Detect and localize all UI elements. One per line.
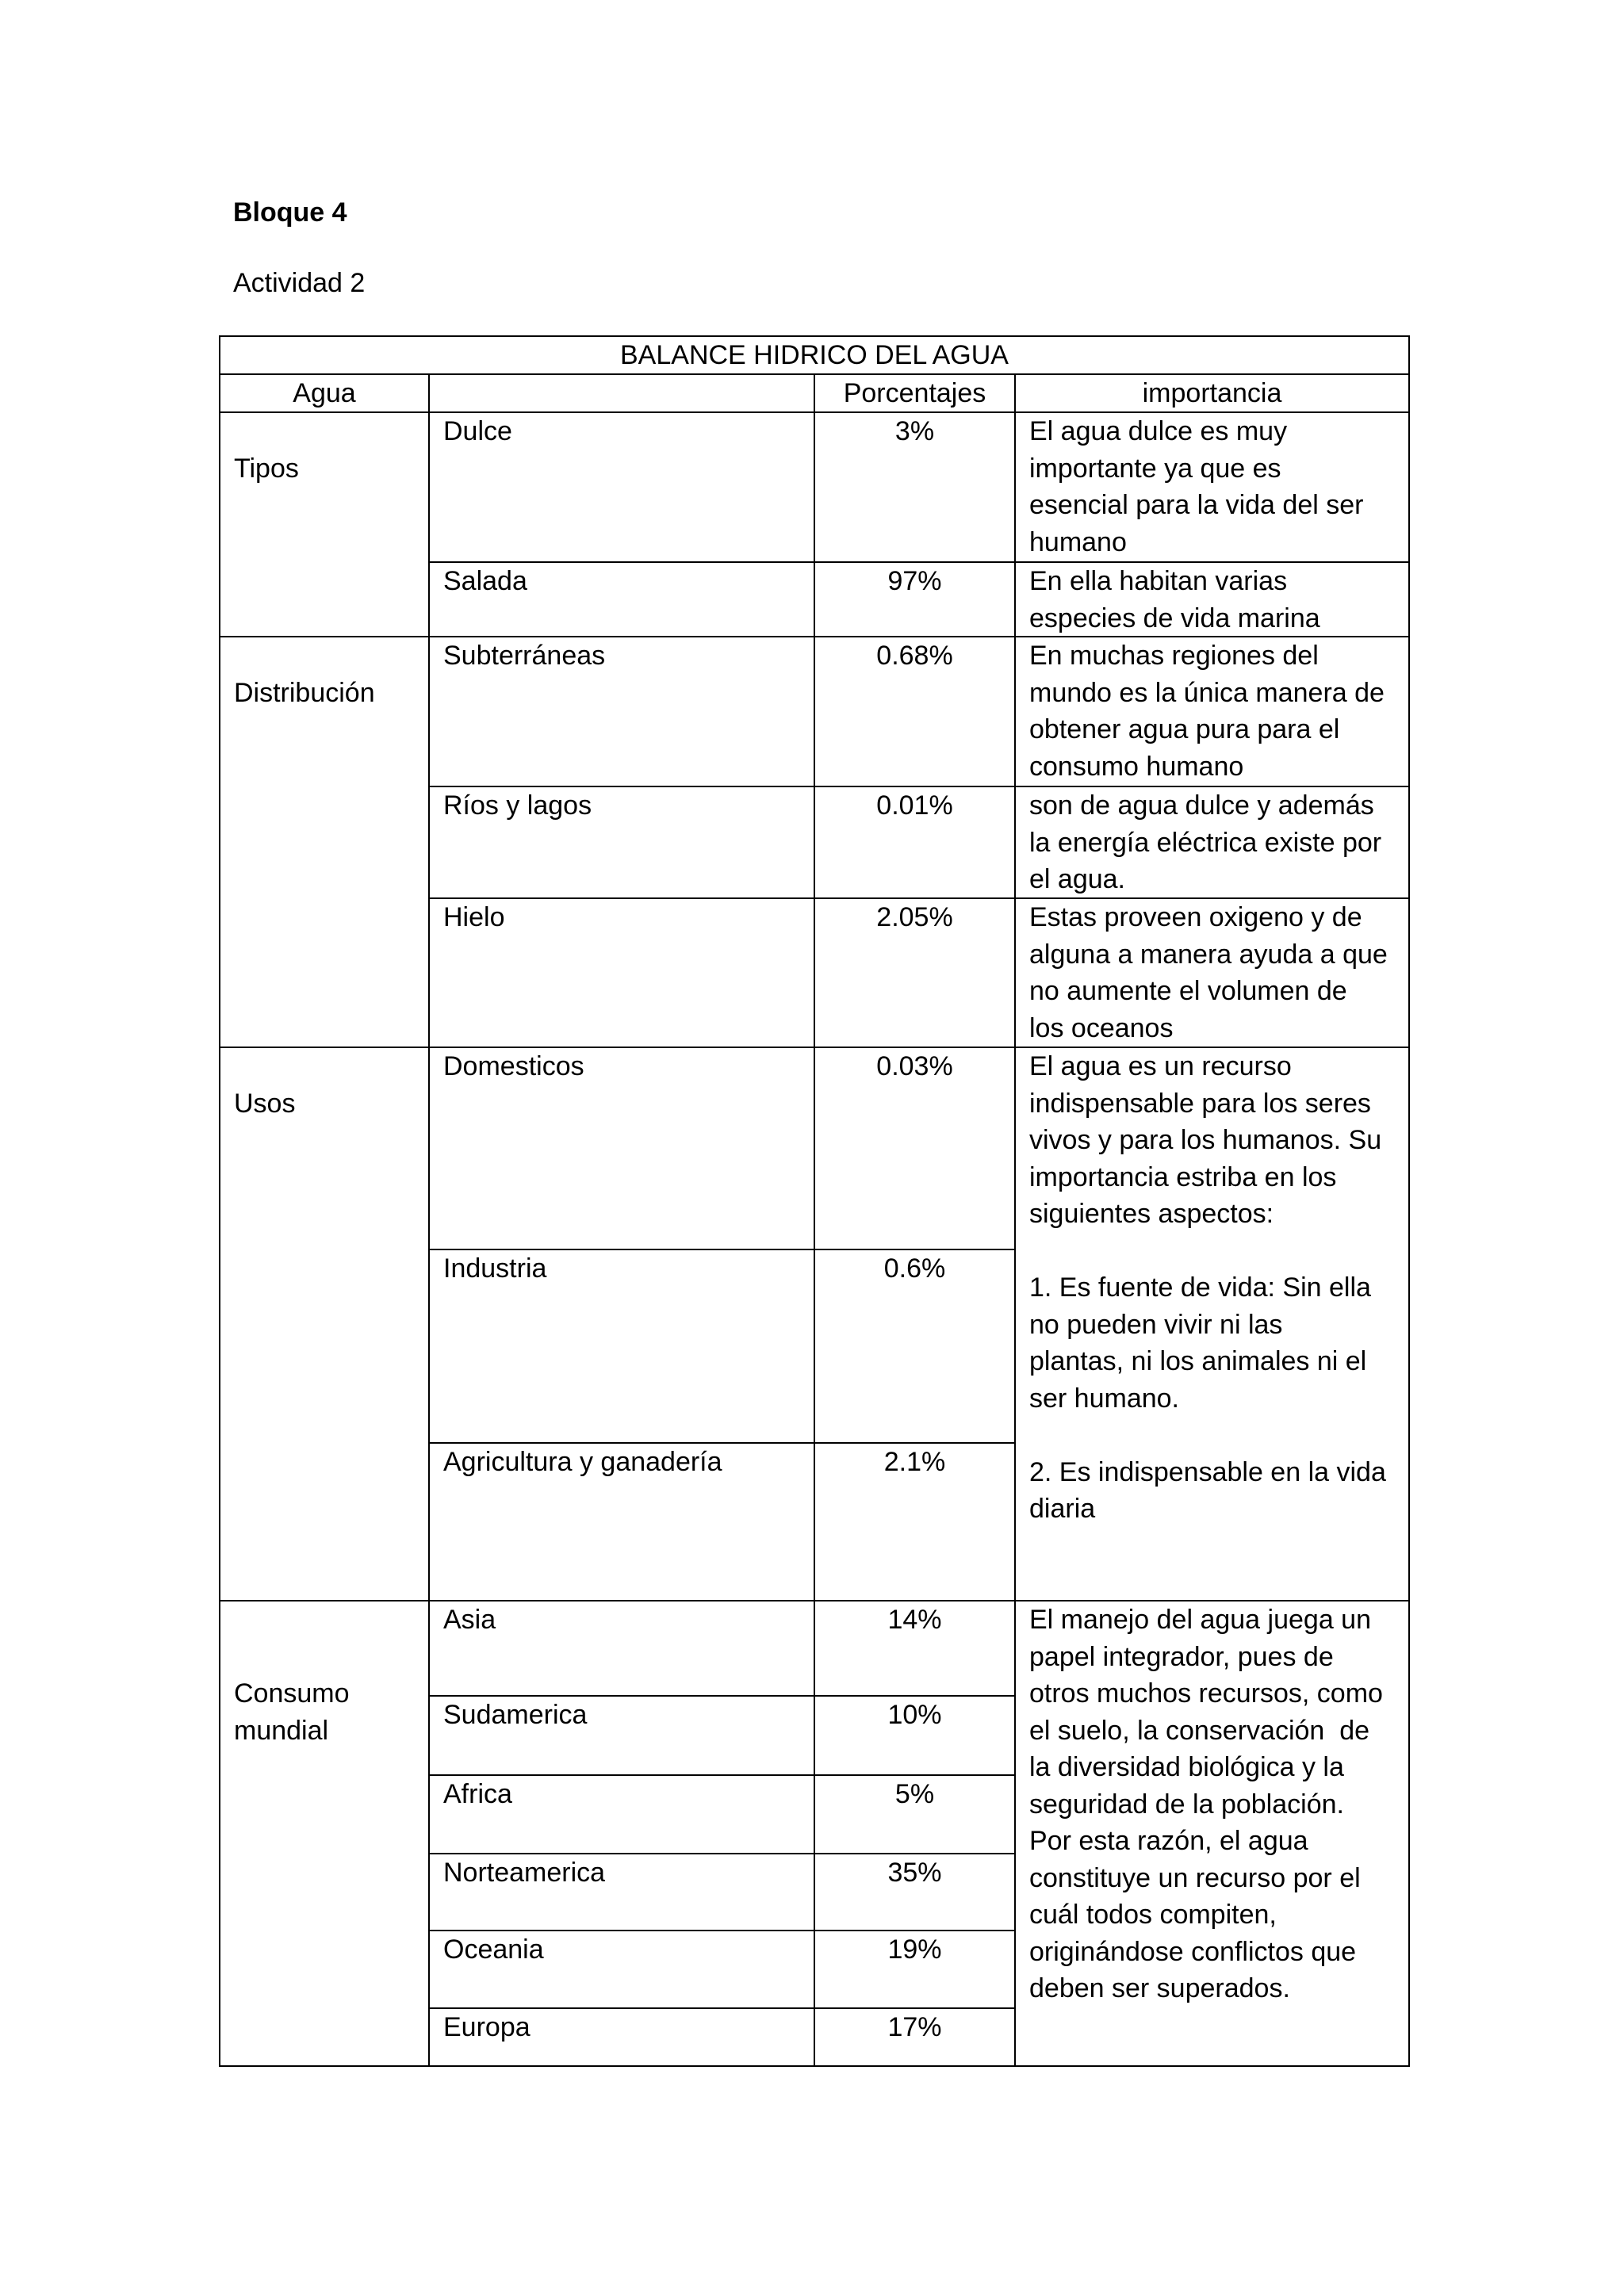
percentage-asia: 14% (814, 1600, 1016, 1697)
percentage-industria: 0.6% (814, 1249, 1016, 1444)
group-label-distribucion: Distribución (219, 636, 430, 1048)
row-label-salada: Salada (428, 561, 815, 637)
percentage-europa: 17% (814, 2007, 1016, 2067)
percentage-sudamerica: 10% (814, 1695, 1016, 1776)
row-label-agricultura: Agricultura y ganadería (428, 1442, 815, 1601)
group-label-usos: Usos (219, 1047, 430, 1601)
page-heading: Bloque 4 (233, 197, 347, 228)
row-label-rios-y-lagos: Ríos y lagos (428, 786, 815, 899)
importance-hielo: Estas proveen oxigeno y de alguna a manera ayuda a que no aumente el volumen de los oceanos (1014, 897, 1410, 1048)
percentage-africa: 5% (814, 1774, 1016, 1854)
header-importancia: importancia (1014, 373, 1410, 413)
row-label-asia: Asia (428, 1600, 815, 1697)
header-agua: Agua (219, 373, 430, 413)
row-label-industria: Industria (428, 1249, 815, 1444)
row-label-oceania: Oceania (428, 1930, 815, 2009)
group-label-tipos: Tipos (219, 411, 430, 637)
importance-dulce: El agua dulce es muy importante ya que es esencial para la vida del ser humano (1014, 411, 1410, 563)
importance-consumo-mundial: El manejo del agua juega un papel integrador, pues de otros muchos recursos, como el suelo, la conservación de la diversidad biológica y la seguridad de la población. Por esta razón, el agua constituye un recurso por el cuál todos compiten, originándose conflictos que deben ser superados. (1014, 1600, 1410, 2067)
activity-label: Actividad 2 (233, 268, 366, 298)
group-label-consumo-mundial: Consumo mundial (219, 1600, 430, 2067)
percentage-norteamerica: 35% (814, 1853, 1016, 1931)
row-label-dulce: Dulce (428, 411, 815, 563)
row-label-europa: Europa (428, 2007, 815, 2067)
percentage-dulce: 3% (814, 411, 1016, 563)
header-porcentajes: Porcentajes (814, 373, 1016, 413)
percentage-oceania: 19% (814, 1930, 1016, 2009)
water-balance-table (219, 335, 1410, 2067)
importance-rios-y-lagos: son de agua dulce y además la energía eléctrica existe por el agua. (1014, 786, 1410, 899)
percentage-rios-y-lagos: 0.01% (814, 786, 1016, 899)
row-label-norteamerica: Norteamerica (428, 1853, 815, 1931)
row-label-hielo: Hielo (428, 897, 815, 1048)
importance-subterraneas: En muchas regiones del mundo es la única manera de obtener agua pura para el consumo humano (1014, 636, 1410, 787)
importance-usos: El agua es un recurso indispensable para los seres vivos y para los humanos. Su importancia estriba en los siguientes aspectos: 1. Es fuente de vida: Sin ella no pueden vivir ni las plantas, ni los animales ni el ser humano. 2. Es indispensable en la vida diaria (1014, 1047, 1410, 1601)
percentage-agricultura: 2.1% (814, 1442, 1016, 1601)
importance-salada: En ella habitan varias especies de vida marina (1014, 561, 1410, 637)
percentage-domesticos: 0.03% (814, 1047, 1016, 1250)
table-title: BALANCE HIDRICO DEL AGUA (219, 335, 1410, 375)
header-blank (428, 373, 815, 413)
row-label-africa: Africa (428, 1774, 815, 1854)
row-label-domesticos: Domesticos (428, 1047, 815, 1250)
percentage-salada: 97% (814, 561, 1016, 637)
row-label-sudamerica: Sudamerica (428, 1695, 815, 1776)
percentage-subterraneas: 0.68% (814, 636, 1016, 787)
row-label-subterraneas: Subterráneas (428, 636, 815, 787)
percentage-hielo: 2.05% (814, 897, 1016, 1048)
